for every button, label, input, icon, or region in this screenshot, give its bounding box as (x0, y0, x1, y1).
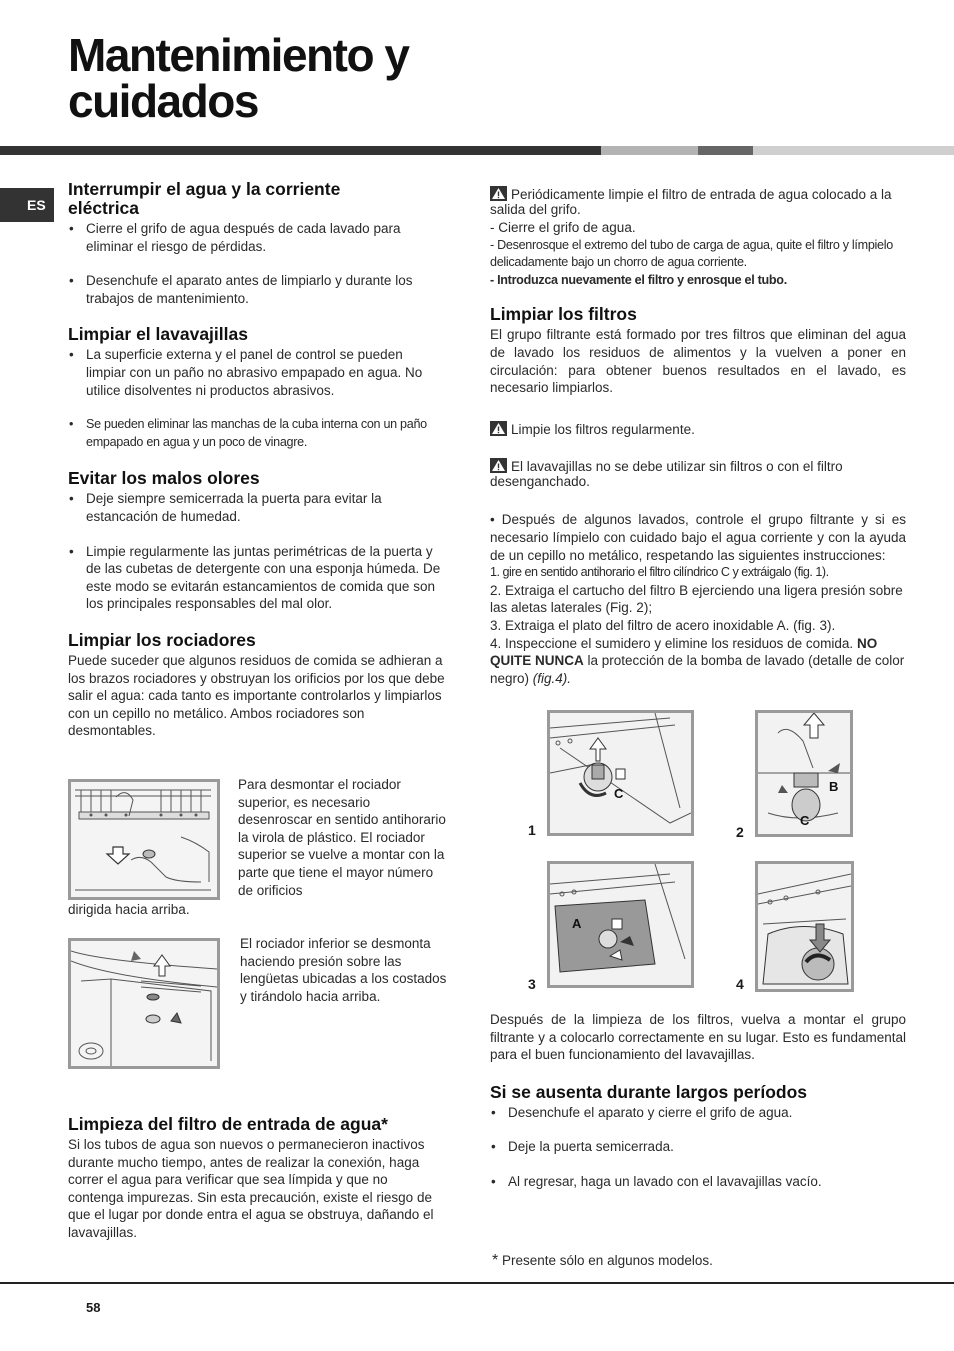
warning-icon (490, 458, 507, 473)
filter-label-a: A (572, 916, 582, 931)
warning-icon (490, 186, 507, 201)
divider-segment-light (753, 146, 954, 155)
filtros-step4 (490, 635, 906, 688)
list-item: • La superficie externa y el panel de control se pueden limpiar con un paño no abrasivo empapado en agua. No utilice disolventes ni productos abrasivos. (68, 346, 446, 399)
rociadores-body: Puede suceder que algunos residuos de comida se adhieran a los brazos rociadores y obstruyan los orificios por los que debe salir el agua: cada tanto es importante controlarlos y limpiarlos con un cepillo no metálico. Ambos rociadores son desmontables. (68, 652, 445, 739)
list-item: • Limpie regularmente las juntas perimétricas de la puerta y de las cubetas de detergente con una esponja húmeda. De este modo se evitarán estancamientos de comida que son los principales responsables del mal olor. (68, 543, 446, 613)
upper-sprayer-illustration (71, 782, 217, 897)
figure-number-3: 3 (528, 976, 536, 992)
upper-sprayer-caption (238, 776, 448, 899)
warning-text: Limpie los filtros regularmente. (511, 421, 695, 437)
left-column (68, 180, 446, 740)
list-item: • Se pueden eliminar las manchas de la cuba interna con un paño empapado en agua y un poco de vinagre. (68, 416, 446, 451)
section-filtros (490, 305, 906, 687)
warning-icon (490, 421, 507, 436)
heading-filtro-entrada: Limpieza del filtro de entrada de agua* (68, 1114, 388, 1134)
bullet-list (68, 346, 446, 451)
heading-line: eléctrica (68, 198, 140, 218)
filter-illustration-3 (550, 864, 691, 985)
filtro-entrada-step2: - Desenrosque el extremo del tubo de carga de agua, quite el filtro y límpielo delicadamente bajo un chorro de agua corriente. (490, 237, 893, 270)
lower-sprayer-caption (240, 935, 448, 1005)
list-item: • Al regresar, haga un lavado con el lavavajillas vacío. (490, 1173, 906, 1191)
filter-figure-1 (547, 710, 694, 836)
bullet-list (68, 220, 446, 307)
heading-rociadores: Limpiar los rociadores (68, 629, 256, 650)
step4-text: 4. Inspeccione el sumidero y elimine los residuos de comida. (490, 635, 854, 651)
section-limpiar-lavavajillas (68, 325, 446, 451)
warning-text: El lavavajillas no se debe utilizar sin filtros o con el filtro desenganchado. (490, 459, 843, 490)
step4-figref: (fig.4). (532, 670, 572, 686)
header-divider-bar (0, 146, 954, 155)
filter-label-c: C (614, 786, 624, 801)
filtros-after: Después de la limpieza de los filtros, vuelva a montar el grupo filtrante y a colocarlo correctamente en su lugar. Esto es fundamental para el buen funcionamiento del lavavajillas. (490, 1012, 906, 1063)
list-item: • Cierre el grifo de agua después de cada lavado para eliminar el riesgo de pérdidas. (68, 220, 446, 255)
section-interrumpir (68, 180, 446, 307)
divider-segment-dark2 (698, 146, 753, 155)
filter-illustration-4 (758, 864, 851, 989)
filter-figure-2 (755, 710, 853, 837)
section-malos-olores (68, 469, 446, 613)
language-tab: ES (0, 188, 54, 222)
filter-label-c2: C (800, 813, 810, 828)
list-item: • Desenchufe el aparato y cierre el grifo de agua. (490, 1104, 906, 1122)
upper-sprayer-text: Para desmontar el rociador superior, es necesario desenroscar en sentido antihorario la virola de plástico. El rociador superior se vuelve a montar con la parte que tiene el mayor número de orificios (238, 777, 446, 898)
figure-number-1: 1 (528, 822, 536, 838)
figure-number-4: 4 (736, 976, 744, 992)
list-item: • Desenchufe el aparato antes de limpiarlo y durante los trabajos de mantenimiento. (68, 272, 446, 307)
filtros-after-block (490, 1011, 906, 1191)
filter-illustration-2 (758, 713, 850, 834)
page-title (68, 29, 409, 127)
heading-limpiar-lavavajillas: Limpiar el lavavajillas (68, 324, 248, 345)
filtros-bullet: • Después de algunos lavados, controle el grupo filtrante y si es necesario límpielo con cuidado bajo el agua corriente y con la ayuda de un cepillo no metálico, respetando las siguientes instrucciones: (490, 512, 907, 563)
heading-filtros: Limpiar los filtros (490, 304, 637, 325)
section-rociadores (68, 631, 446, 740)
filtro-entrada-body: Si los tubos de agua son nuevos o permanecieron inactivos durante mucho tiempo, antes de realizar la conexión, haga correr el agua para verificar que sea límpida y que no contenga impurezas. Sin esta precaución, existe el riesgo de que el lugar por donde entra el agua se obstruya, dañando el lavavajillas. (68, 1137, 434, 1240)
filtros-bullet-text: Después de algunos lavados, controle el grupo filtrante y si es necesario límpielo con cuidado bajo el agua corriente y con la ayuda de un cepillo no metálico, respetando las siguientes instrucciones: (490, 512, 907, 563)
filtros-step3: 3. Extraiga el plato del filtro de acero inoxidable A. (fig. 3). (490, 617, 836, 633)
filtros-warning2 (490, 458, 906, 489)
filtro-entrada-step3: - Introduzca nuevamente el filtro y enrosque el tubo. (490, 272, 787, 287)
right-column (490, 186, 906, 687)
filtros-step2: 2. Extraiga el cartucho del filtro B ejerciendo una ligera presión sobre las aletas laterales (Fig. 2); (490, 582, 903, 616)
heading-line: Interrumpir el agua y la corriente (68, 179, 341, 199)
warning-text: Periódicamente limpie el filtro de entrada de agua colocado a la salida del grifo. (490, 187, 892, 217)
list-item: • Deje la puerta semicerrada. (490, 1138, 906, 1156)
filtros-body: El grupo filtrante está formado por tres filtros que eliminan del agua de lavado los residuos de alimentos y la vuelven a poner en circulación: para obtener buenos resultados en el lavado, es necesario limpiarlos. (490, 327, 906, 396)
divider-segment-mid (601, 146, 698, 155)
section-ausencia (490, 1083, 906, 1191)
footer-divider (0, 1282, 954, 1284)
page-number: 58 (86, 1300, 101, 1315)
filter-figure-3 (547, 861, 694, 988)
figure-number-2: 2 (736, 824, 744, 840)
step4-bold: NO QUITE NUNCA (490, 635, 878, 669)
section-filtro-entrada (68, 1115, 446, 1242)
step4-text: la protección de la bomba de lavado (detalle de color negro) (490, 653, 905, 686)
filter-label-b: B (829, 779, 839, 794)
filtro-entrada-step1: - Cierre el grifo de agua. (490, 220, 636, 235)
list-item: • Deje siempre semicerrada la puerta para evitar la estancación de humedad. (68, 490, 446, 525)
filtros-warning1 (490, 421, 906, 439)
heading-ausencia: Si se ausenta durante largos períodos (490, 1081, 808, 1102)
filter-illustration-1 (550, 713, 691, 833)
upper-sprayer-text-tail: dirigida hacia arriba. (68, 902, 190, 917)
footnote-mark: * (492, 1252, 499, 1269)
footnote (492, 1252, 713, 1270)
lower-sprayer-illustration (71, 941, 217, 1066)
bullet-list (68, 490, 446, 613)
upper-sprayer-figure (68, 779, 220, 900)
page-title-line1: Mantenimiento y (68, 29, 409, 81)
footnote-text: Presente sólo en algunos modelos. (502, 1253, 713, 1268)
page-title-line2: cuidados (68, 75, 258, 127)
divider-segment-dark (0, 146, 601, 155)
heading-malos-olores: Evitar los malos olores (68, 468, 260, 489)
filter-figure-4 (755, 861, 854, 992)
heading-interrumpir (68, 180, 446, 218)
lower-sprayer-figure (68, 938, 220, 1069)
bullet-list (490, 1104, 906, 1191)
filtros-step1: 1. gire en sentido antihorario el filtro cilíndrico C y extráigalo (fig. 1). (490, 565, 829, 580)
lower-sprayer-text: El rociador inferior se desmonta haciendo presión sobre las lengüetas ubicadas a los costados y tirándolo hacia arriba. (240, 936, 447, 1004)
filtro-entrada-warning (490, 186, 906, 217)
